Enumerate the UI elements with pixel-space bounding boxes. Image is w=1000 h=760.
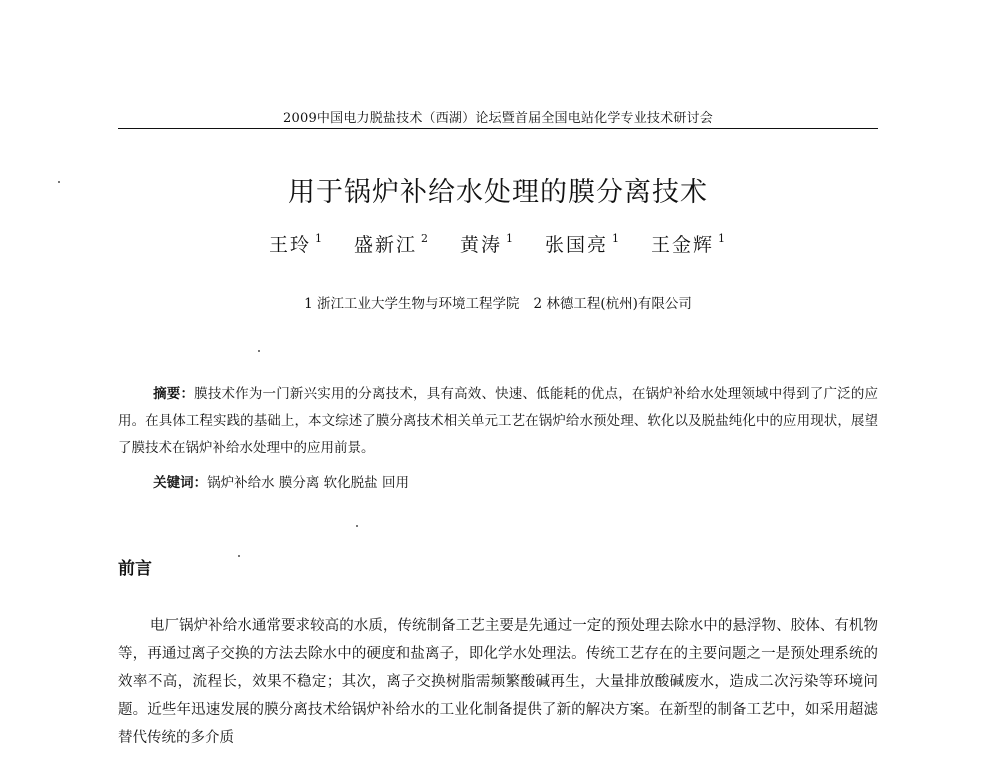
affiliation-list	[118, 292, 878, 312]
running-header: 2009中国电力脱盐技术（西湖）论坛暨首届全国电站化学专业技术研讨会	[283, 111, 713, 126]
author-affiliation-mark: 1	[506, 232, 515, 245]
abstract-label: 摘要：	[153, 386, 195, 402]
author-affiliation-mark: 1	[314, 232, 324, 245]
scan-speck	[58, 181, 60, 183]
keywords-label: 关键词：	[153, 475, 208, 491]
author-affiliation-mark: 2	[420, 232, 430, 245]
section-heading: 前言	[118, 559, 152, 579]
paper-title: 用于锅炉补给水处理的膜分离技术	[288, 177, 708, 208]
author-name: 张国亮	[545, 234, 609, 256]
author	[269, 230, 324, 257]
scan-speck	[238, 555, 240, 557]
author-name: 王玲	[268, 234, 311, 256]
affiliation: 1 浙江工业大学生物与环境工程学院	[304, 296, 520, 312]
keywords	[118, 470, 878, 497]
author	[460, 230, 515, 257]
abstract	[118, 381, 878, 462]
author-affiliation-mark: 1	[612, 232, 622, 245]
scan-speck	[258, 350, 260, 352]
header-rule	[118, 128, 878, 129]
scan-speck	[356, 525, 358, 527]
author-name: 王金辉	[651, 234, 715, 256]
author	[545, 230, 621, 257]
author	[354, 230, 430, 257]
author-name: 黄涛	[459, 234, 502, 256]
author-list	[118, 230, 878, 257]
section-body: 电厂锅炉补给水通常要求较高的水质，传统制备工艺主要是先通过一定的预处理去除水中的悬浮物、胶体、有机物等，再通过离子交换的方法去除水中的硬度和盐离子，即化学水处理法。传统工艺存在的主要问题之一是预处理系统的效率不高，流程长，效果不稳定；其次，离子交换树脂需频繁酸碱再生，大量排放酸碱废水，造成二次污染等环境问题。近些年迅速发展的膜分离技术给锅炉补给水的工业化制备提供了新的解决方案。在新型的制备工艺中，如采用超滤替代传统的多介质	[118, 618, 878, 746]
abstract-text: 膜技术作为一门新兴实用的分离技术，具有高效、快速、低能耗的优点，在锅炉补给水处理领域中得到了广泛的应用。在具体工程实践的基础上，本文综述了膜分离技术相关单元工艺在锅炉给水预处理、软化以及脱盐纯化中的应用现状，展望了膜技术在锅炉补给水处理中的应用前景。	[118, 386, 879, 456]
author-name: 盛新江	[353, 234, 417, 256]
keywords-text: 锅炉补给水 膜分离 软化脱盐 回用	[207, 475, 409, 491]
author-affiliation-mark: 1	[718, 232, 728, 245]
affiliation: 2 林德工程(杭州)有限公司	[533, 296, 692, 312]
author	[651, 230, 727, 257]
